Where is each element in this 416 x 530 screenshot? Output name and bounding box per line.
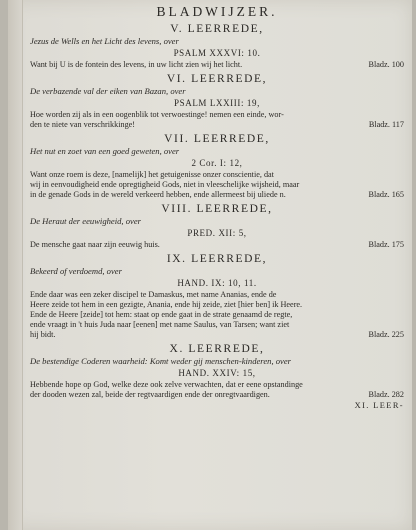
text-line xyxy=(30,170,404,180)
sermon-title: VIII. LEERREDE, xyxy=(161,203,273,215)
text-line-content: Hebbende hope op God, welke deze ook zelve verwachten, dat er eene opstandinge xyxy=(30,380,303,389)
sermon-subtitle: De verbazende val der eiken van Bazan, over xyxy=(30,86,186,96)
scripture-text xyxy=(30,240,404,250)
scripture-reference: PSALM LXXIII: 19, xyxy=(174,98,260,108)
scripture-reference: PSALM XXXVI: 10. xyxy=(173,48,261,58)
scripture-reference: PRED. XII: 5, xyxy=(187,228,247,238)
text-line xyxy=(30,310,404,320)
text-line-content: Hoe worden zij als in een oogenblik tot verwoestinge! nemen een einde, wor- xyxy=(30,110,284,119)
page-reference: Bladz. 100 xyxy=(368,60,404,69)
sermon-title: VII. LEERREDE, xyxy=(164,133,270,145)
page-reference: Bladz. 175 xyxy=(368,240,404,249)
text-line-content: hij bidt. xyxy=(30,330,56,339)
sermon-title: X. LEERREDE, xyxy=(169,343,265,355)
text-line xyxy=(30,120,404,130)
scripture-reference: 2 Cor. I: 12, xyxy=(191,158,243,168)
text-line-content: in de genade Gods in de wereld verkeerd hebben, ende allermeest bij uliede n. xyxy=(30,190,286,199)
scripture-reference: HAND. XXIV: 15, xyxy=(178,368,256,378)
text-line-content: Want onze roem is deze, [namelijk] het getuigenisse onzer conscientie, dat xyxy=(30,170,274,179)
text-line-content: Want bij U is de fontein des levens, in uw licht zien wij het licht. xyxy=(30,60,243,69)
sermon-entry xyxy=(30,73,404,130)
sermon-subtitle: De bestendige Coderen waarheid: Komt weder gij menschen-kinderen, over xyxy=(30,356,292,366)
sermon-entry xyxy=(30,133,404,200)
page-heading: BLADWIJZER. xyxy=(156,4,278,19)
scripture-text xyxy=(30,110,404,130)
sermon-entry xyxy=(30,23,404,70)
catchword: XI. LEER- xyxy=(354,401,404,410)
index-content xyxy=(30,4,404,410)
text-line-content: den te niete van verschrikkinge! xyxy=(30,120,136,129)
scripture-reference: HAND. IX: 10, 11. xyxy=(177,278,257,288)
sermon-subtitle: Jezus de Wells en het Licht des levens, over xyxy=(30,36,179,46)
scripture-text xyxy=(30,290,404,340)
sermon-subtitle: De Heraut der eeuwigheid, over xyxy=(30,216,141,226)
text-line xyxy=(30,190,404,200)
text-line xyxy=(30,290,404,300)
sermon-entry xyxy=(30,343,404,400)
text-line-content: wij in eenvoudigheid ende opregtigheid Gods, niet in vleeschelijke wijsheid, maar xyxy=(30,180,300,189)
text-line xyxy=(30,180,404,190)
scripture-text xyxy=(30,170,404,200)
sermon-subtitle: Het nut en zoet van een goed geweten, over xyxy=(30,146,180,156)
text-line xyxy=(30,380,404,390)
text-line xyxy=(30,320,404,330)
text-line-content: De mensche gaat naar zijn eeuwig huis. xyxy=(30,240,160,249)
text-line-content: Heere zeide tot hem in een gezigte, Anania, ende hij zeide, ziet [hier ben] ik Heere. xyxy=(30,300,303,309)
sermon-title: V. LEERREDE, xyxy=(170,23,264,35)
text-line xyxy=(30,330,404,340)
page-reference: Bladz. 225 xyxy=(368,330,404,339)
scripture-text xyxy=(30,60,404,70)
text-line-content: Ende de Heere [zeide] tot hem: staat op ende gaat in de strate genaamd de regte, xyxy=(30,310,293,319)
sermon-entry xyxy=(30,203,404,250)
page-reference: Bladz. 117 xyxy=(368,120,404,129)
text-line xyxy=(30,390,404,400)
text-line-content: Ende daar was een zeker discipel te Damaskus, met name Ananias, ende de xyxy=(30,290,277,299)
book-page xyxy=(8,0,412,530)
sermon-title: VI. LEERREDE, xyxy=(166,73,268,85)
text-line-content: der dooden wezen zal, beide der regtvaardigen ende der onregtvaardigen. xyxy=(30,390,270,399)
text-line xyxy=(30,300,404,310)
text-line xyxy=(30,110,404,120)
sermon-subtitle: Bekeerd of verdoemd, over xyxy=(30,266,122,276)
page-reference: Bladz. 165 xyxy=(368,190,404,199)
sermon-list xyxy=(30,23,404,400)
text-line-content: ende vraagt in 't huis Juda naar [eenen] met name Saulus, van Tarsen; want ziet xyxy=(30,320,290,329)
sermon-entry xyxy=(30,253,404,340)
page-reference: Bladz. 282 xyxy=(368,390,404,399)
page-gutter xyxy=(8,0,23,530)
scripture-text xyxy=(30,380,404,400)
sermon-title: IX. LEERREDE, xyxy=(166,253,268,265)
text-line xyxy=(30,240,404,250)
text-line xyxy=(30,60,404,70)
